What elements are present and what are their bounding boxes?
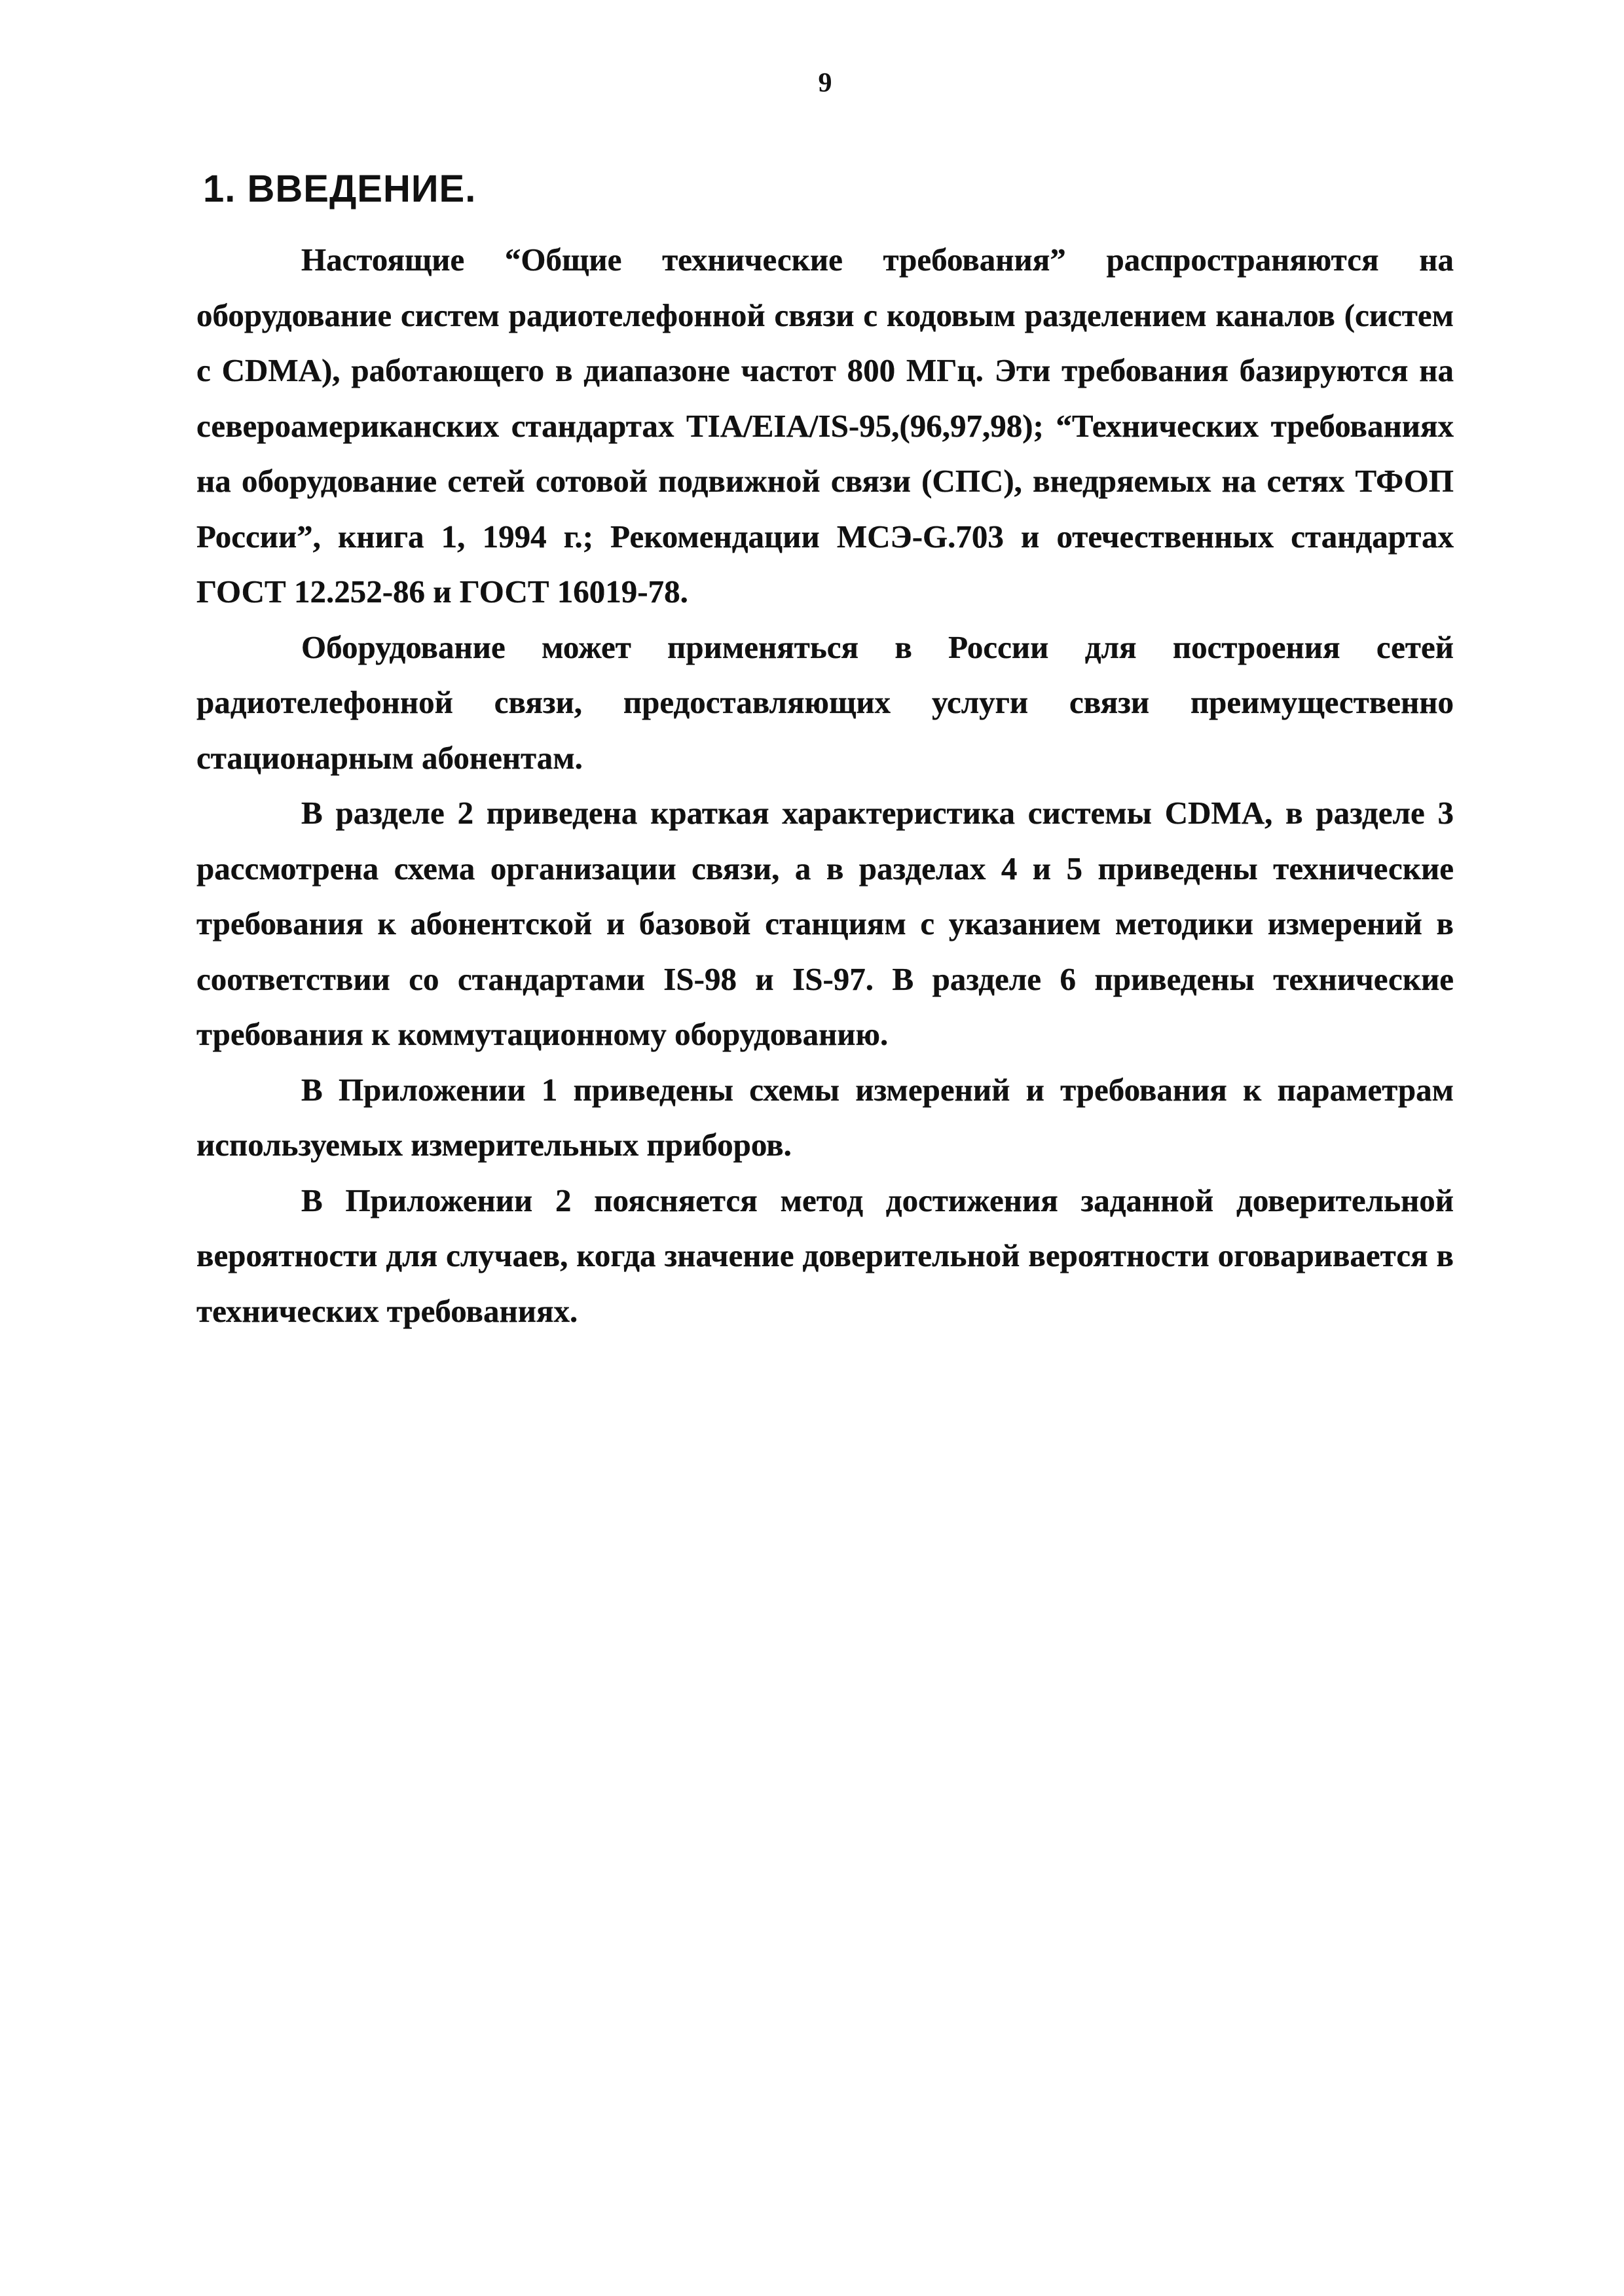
page-number: 9 — [818, 68, 832, 98]
paragraph-application: Оборудование может применяться в России для построения сетей радиотелефонной связи, предоставляющих услуги связи преимущественно стационарным абонентам. — [196, 629, 1454, 776]
paragraph-appendix-2: В Приложении 2 поясняется метод достижения заданной доверительной вероятности для случаев, когда значение доверительной вероятности оговаривается в технических требованиях. — [196, 1182, 1454, 1329]
paragraph-structure: В разделе 2 приведена краткая характеристика системы CDMA, в разделе 3 рассмотрена схема организации связи, а в разделах 4 и 5 приведены технические требования к абонентской и базовой станциям с указанием методики измерений в соответствии со стандартами IS-98 и IS-97. В разделе 6 приведены технические требования к коммутационному оборудованию. — [196, 795, 1454, 1052]
paragraph-scope: Настоящие “Общие технические требования” распространяются на оборудование систем радиотелефонной связи с кодовым разделением каналов (систем с CDMA), работающего в диапазоне частот 800 МГц. Эти требования базируются на североамериканских стандартах TIA/EIA/IS-95,(96,97,98); “Технических требованиях на оборудование сетей сотовой подвижной связи (СПС), внедряемых на сетях ТФОП России”, книга 1, 1994 г.; Рекомендации МСЭ-G.703 и отечественных стандартах ГОСТ 12.252-86 и ГОСТ 16019-78. — [196, 242, 1454, 610]
paragraph-appendix-1: В Приложении 1 приведены схемы измерений и требования к параметрам используемых измерительных приборов. — [196, 1071, 1454, 1163]
section-heading: 1. ВВЕДЕНИЕ. — [203, 168, 477, 210]
section-body — [196, 232, 1454, 1339]
